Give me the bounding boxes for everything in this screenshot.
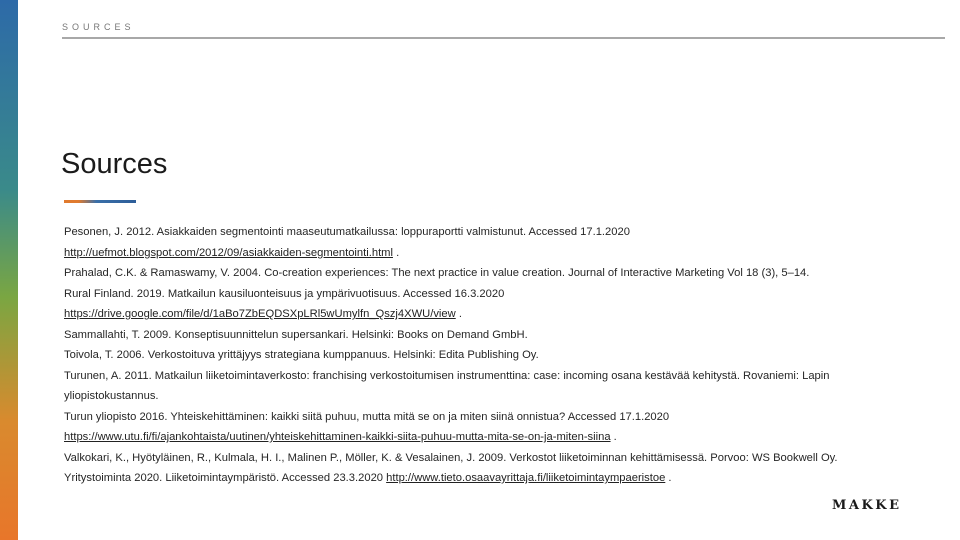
reference-item [64, 284, 944, 305]
reference-item [64, 243, 944, 264]
reference-item [64, 448, 944, 469]
reference-item [64, 427, 944, 448]
reference-link[interactable]: https://www.utu.fi/fi/ajankohtaista/uutinen/yhteiskehittaminen-kaikki-siita-puhuu-mutta-mita-se-on-ja-miten-siina [64, 431, 611, 443]
reference-item [64, 222, 944, 243]
section-label: SOURCES [62, 22, 135, 32]
reference-suffix: . [392, 246, 400, 259]
reference-list [64, 222, 944, 489]
reference-suffix: . [665, 472, 672, 484]
reference-item [64, 407, 944, 428]
reference-text: Pesonen, J. 2012. Asiakkaiden segmentointi maaseutumatkailussa: loppuraportti valmistunut. Accessed 17.1.2020 [64, 226, 630, 238]
decorative-side-stripe [0, 0, 18, 540]
reference-text: Valkokari, K., Hyötyläinen, R., Kulmala, H. I., Malinen P., Möller, K. & Vesalainen, J. 2009. Verkostot liiketoiminnan kehittämisessä. Porvoo: WS Bookwell Oy. [64, 451, 838, 464]
reference-suffix: . [455, 308, 462, 320]
header-divider [62, 37, 945, 39]
reference-link[interactable]: http://uefmot.blogspot.com/2012/09/asiakkaiden-segmentointi.html [64, 246, 393, 259]
reference-link[interactable]: http://www.tieto.osaavayrittaja.fi/liiketoimintaympaeristoe [386, 472, 666, 484]
title-underline [64, 200, 136, 203]
reference-text: Rural Finland. 2019. Matkailun kausiluonteisuus ja ympärivuotisuus. Accessed 16.3.2020 [64, 287, 505, 300]
brand-logo: MAKKE [832, 498, 902, 513]
reference-link[interactable]: https://drive.google.com/file/d/1aBo7ZbEQDSXpLRl5wUmylfn_Qszj4XWU/view [64, 308, 456, 320]
reference-item [64, 325, 944, 346]
reference-text: Prahalad, C.K. & Ramaswamy, V. 2004. Co-creation experiences: The next practice in value creation. Journal of Interactive Marketing Vol 18 (3), 5–14. [64, 267, 810, 279]
reference-suffix: . [610, 431, 617, 443]
reference-text: Yritystoiminta 2020. Liiketoimintaympäristö. Accessed 23.3.2020 [64, 472, 387, 484]
reference-text: Sammallahti, T. 2009. Konseptisuunnittelun supersankari. Helsinki: Books on Demand GmbH. [64, 328, 528, 341]
reference-item [64, 263, 944, 284]
reference-item [64, 366, 894, 407]
reference-item [64, 345, 944, 366]
page-title: Sources [61, 148, 168, 180]
reference-text: Toivola, T. 2006. Verkostoituva yrittäjyys strategiana kumppanuus. Helsinki: Edita Publishing Oy. [64, 349, 539, 361]
reference-text: Turunen, A. 2011. Matkailun liiketoimintaverkosto: franchising verkostoitumisen instrumenttina: case: incoming osana kestävää kehitystä. Rovaniemi: Lapin yliopistokustannus. [64, 369, 830, 402]
reference-item [64, 304, 944, 325]
reference-text: Turun yliopisto 2016. Yhteiskehittäminen: kaikki siitä puhuu, mutta mitä se on ja miten siinä onnistua? Accessed 17.1.2020 [64, 410, 670, 423]
reference-item [64, 468, 944, 489]
